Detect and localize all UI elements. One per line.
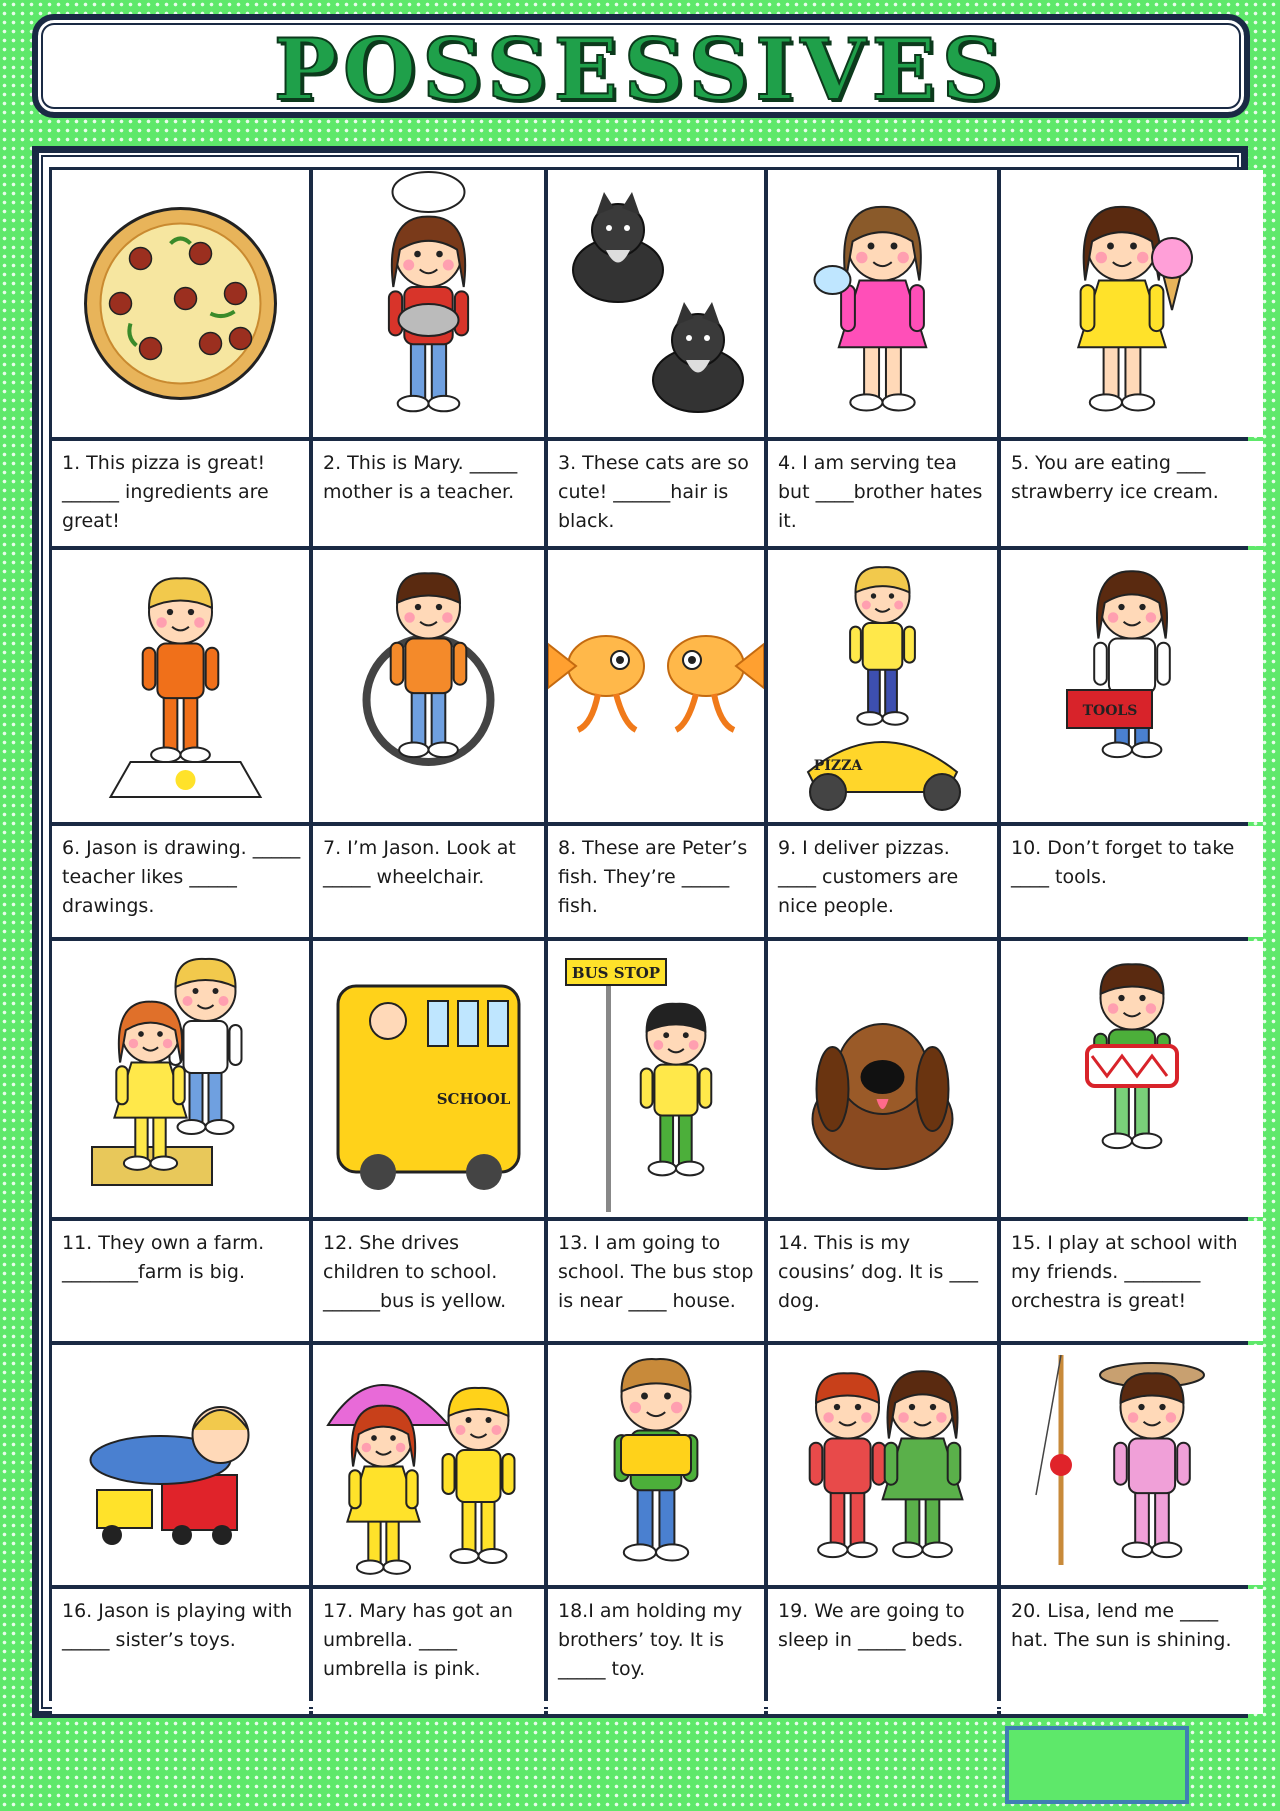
svg-text:SCHOOL: SCHOOL xyxy=(436,1090,511,1108)
picture-cell-11 xyxy=(52,941,309,1217)
sentence-cell-2: 2. This is Mary. _____ mother is a teacher. xyxy=(313,441,544,546)
sentence-cell-16: 16. Jason is playing with _____ sister’s toys. xyxy=(52,1589,309,1714)
title-banner xyxy=(32,14,1250,118)
page-title: POSSESSIVES xyxy=(38,30,1244,110)
picture-cell-13 xyxy=(548,941,764,1217)
sentence-cell-13: 13. I am going to school. The bus stop is near ____ house. xyxy=(548,1221,764,1341)
picture-cell-3 xyxy=(548,170,764,437)
picture-cell-9 xyxy=(768,550,997,822)
picture-cell-20 xyxy=(1001,1345,1263,1585)
picture-cell-12 xyxy=(313,941,544,1217)
sentence-cell-12: 12. She drives children to school. ______bus is yellow. xyxy=(313,1221,544,1341)
picture-cell-7 xyxy=(313,550,544,822)
svg-text:PIZZA: PIZZA xyxy=(813,758,863,774)
sentence-cell-15: 15. I play at school with my friends. ________ orchestra is great! xyxy=(1001,1221,1263,1341)
picture-cell-14 xyxy=(768,941,997,1217)
sentence-cell-5: 5. You are eating ___ strawberry ice cream. xyxy=(1001,441,1263,546)
picture-cell-8 xyxy=(548,550,764,822)
picture-cell-5 xyxy=(1001,170,1263,437)
corner-box xyxy=(1005,1726,1189,1804)
worksheet-grid xyxy=(49,167,1244,1701)
sentence-cell-10: 10. Don’t forget to take ____ tools. xyxy=(1001,826,1263,937)
picture-cell-19 xyxy=(768,1345,997,1585)
picture-cell-6 xyxy=(52,550,309,822)
sentence-cell-20: 20. Lisa, lend me ____ hat. The sun is shining. xyxy=(1001,1589,1263,1714)
sentence-cell-14: 14. This is my cousins’ dog. It is ___ dog. xyxy=(768,1221,997,1341)
picture-cell-16 xyxy=(52,1345,309,1585)
picture-cell-15 xyxy=(1001,941,1263,1217)
sentence-cell-9: 9. I deliver pizzas. ____ customers are nice people. xyxy=(768,826,997,937)
sentence-cell-6: 6. Jason is drawing. _____ teacher likes _____ drawings. xyxy=(52,826,309,937)
picture-cell-18 xyxy=(548,1345,764,1585)
sentence-cell-4: 4. I am serving tea but ____brother hates it. xyxy=(768,441,997,546)
picture-cell-4 xyxy=(768,170,997,437)
sentence-cell-1: 1. This pizza is great! ______ ingredients are great! xyxy=(52,441,309,546)
picture-cell-2 xyxy=(313,170,544,437)
sentence-cell-19: 19. We are going to sleep in _____ beds. xyxy=(768,1589,997,1714)
sentence-cell-11: 11. They own a farm. ________farm is big. xyxy=(52,1221,309,1341)
picture-cell-1 xyxy=(52,170,309,437)
sentence-cell-18: 18.I am holding my brothers’ toy. It is _____ toy. xyxy=(548,1589,764,1714)
sentence-cell-7: 7. I’m Jason. Look at _____ wheelchair. xyxy=(313,826,544,937)
svg-text:TOOLS: TOOLS xyxy=(1082,703,1138,719)
worksheet-frame xyxy=(32,146,1248,1718)
sentence-cell-3: 3. These cats are so cute! ______hair is black. xyxy=(548,441,764,546)
svg-text:BUS STOP: BUS STOP xyxy=(571,964,661,982)
picture-cell-17 xyxy=(313,1345,544,1585)
picture-cell-10 xyxy=(1001,550,1263,822)
sentence-cell-8: 8. These are Peter’s fish. They’re _____ fish. xyxy=(548,826,764,937)
sentence-cell-17: 17. Mary has got an umbrella. ____ umbrella is pink. xyxy=(313,1589,544,1714)
